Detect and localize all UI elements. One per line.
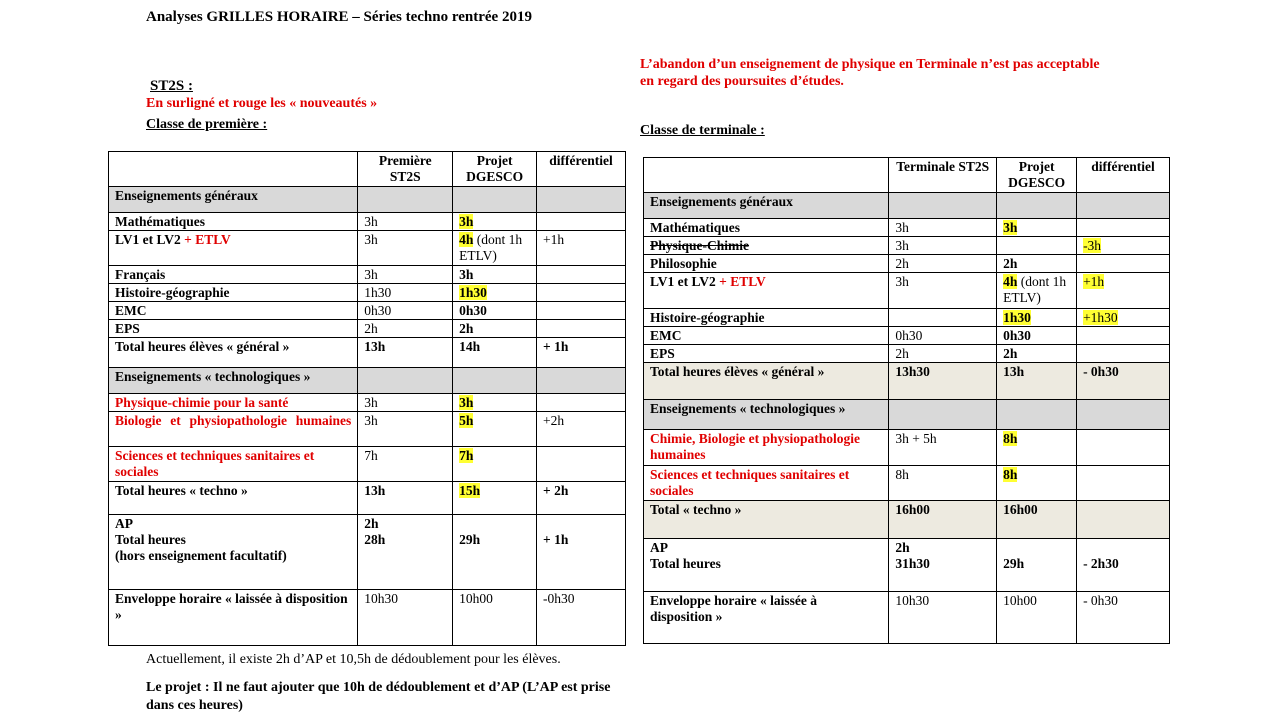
terminale-caption: Classe de terminale : xyxy=(640,123,765,138)
total-techno-row: Total « techno » 16h00 16h00 xyxy=(644,501,1170,539)
table-row: LV1 et LV2 + ETLV 3h 4h (dont 1h ETLV) +1h xyxy=(644,273,1170,309)
envelope-row: Enveloppe horaire « laissée à disposition » 10h30 10h00 -0h30 xyxy=(109,590,626,646)
section-general: Enseignements généraux xyxy=(644,193,1170,219)
envelope-row: Enveloppe horaire « laissée à disposition » 10h30 10h00 - 0h30 xyxy=(644,592,1170,644)
table-row: Philosophie 2h 2h xyxy=(644,255,1170,273)
table-row: Mathématiques 3h 3h xyxy=(109,213,626,231)
total-techno-row: Total heures « techno » 13h 15h + 2h xyxy=(109,482,626,515)
table-row: Sciences et techniques sanitaires et sociales 7h 7h xyxy=(109,447,626,482)
table-row: Biologie et physiopathologie humaines 3h 5h +2h xyxy=(109,412,626,447)
section-techno: Enseignements « technologiques » xyxy=(644,400,1170,430)
ap-total-row: AP Total heures (hors enseignement facultatif) 2h 28h 29h + 1h xyxy=(109,515,626,590)
section-general: Enseignements généraux xyxy=(109,187,626,213)
col-premiere: Première ST2S xyxy=(358,152,453,187)
terminale-table xyxy=(643,157,1170,644)
col-projet: Projet DGESCO xyxy=(453,152,537,187)
physics-warning xyxy=(640,56,1100,90)
col-terminale: Terminale ST2S xyxy=(889,158,997,193)
table-row: Sciences et techniques sanitaires et sociales 8h 8h xyxy=(644,466,1170,501)
table-row: Chimie, Biologie et physiopathologie humaines 3h + 5h 8h xyxy=(644,430,1170,466)
premiere-table xyxy=(108,151,626,646)
highlight-note: En surligné et rouge les « nouveautés » xyxy=(146,96,378,111)
table-row: EMC 0h30 0h30 xyxy=(644,327,1170,345)
table-row: Histoire-géographie 1h30 +1h30 xyxy=(644,309,1170,327)
table-row: EPS 2h 2h xyxy=(109,320,626,338)
footer-project: Le projet : Il ne faut ajouter que 10h de dédoublement et d’AP (L’AP est prise dans ces heures) xyxy=(146,680,611,713)
table-row: EMC 0h30 0h30 xyxy=(109,302,626,320)
table-row: LV1 et LV2 + ETLV 3h 4h (dont 1h ETLV) +1h xyxy=(109,231,626,266)
table-row: Français 3h 3h xyxy=(109,266,626,284)
footer-current: Actuellement, il existe 2h d’AP et 10,5h de dédoublement pour les élèves. xyxy=(146,652,561,667)
table-header-row xyxy=(644,158,1170,193)
total-general-row: Total heures élèves « général » 13h30 13h - 0h30 xyxy=(644,363,1170,400)
st2s-heading: ST2S : xyxy=(150,78,193,94)
col-differentiel: différentiel xyxy=(1077,158,1170,193)
col-projet: Projet DGESCO xyxy=(997,158,1077,193)
warning-line-1: L’abandon d’un enseignement de physique en Terminale n’est pas acceptable xyxy=(640,57,1100,72)
col-differentiel: différentiel xyxy=(537,152,626,187)
table-header-row xyxy=(109,152,626,187)
table-row: Physique-chimie pour la santé 3h 3h xyxy=(109,394,626,412)
ap-total-row: AP Total heures 2h 31h30 29h - 2h30 xyxy=(644,539,1170,592)
table-row: Mathématiques 3h 3h xyxy=(644,219,1170,237)
premiere-caption: Classe de première : xyxy=(146,117,268,132)
table-row: EPS 2h 2h xyxy=(644,345,1170,363)
warning-line-2: en regard des poursuites d’études. xyxy=(640,74,844,89)
page-title: Analyses GRILLES HORAIRE – Séries techno rentrée 2019 xyxy=(146,9,532,25)
table-row: Physique-Chimie 3h -3h xyxy=(644,237,1170,255)
section-techno: Enseignements « technologiques » xyxy=(109,368,626,394)
table-row: Histoire-géographie 1h30 1h30 xyxy=(109,284,626,302)
total-general-row: Total heures élèves « général » 13h 14h + 1h xyxy=(109,338,626,368)
